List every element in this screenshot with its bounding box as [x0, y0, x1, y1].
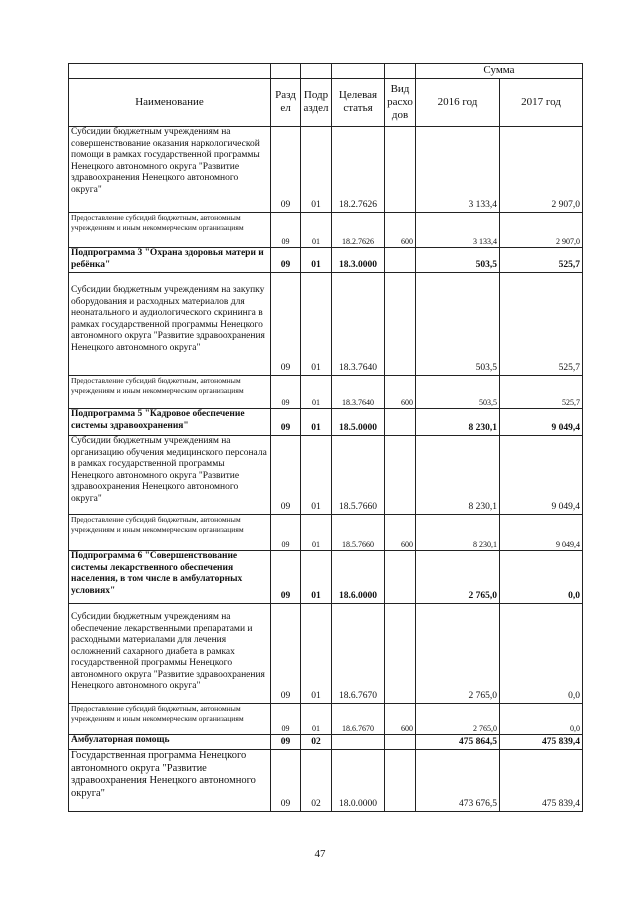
row-celevaya: 18.2.7626 — [332, 213, 385, 248]
row-2016: 473 676,5 — [416, 750, 500, 812]
row-name: Государственная программа Ненецкого автономного округа "Развитие здравоохранения Ненецкого автономного округа" — [69, 750, 271, 812]
header-row — [69, 79, 583, 127]
row-razdel: 09 — [271, 704, 301, 735]
table-row — [69, 604, 583, 704]
table-row — [69, 127, 583, 213]
row-name: Предоставление субсидий бюджетным, автономным учреждениям и иным некоммерческим организациям — [69, 515, 271, 551]
row-vid — [385, 735, 416, 750]
row-podrazdel: 01 — [301, 409, 332, 436]
row-2017: 0,0 — [500, 604, 583, 704]
row-2016: 8 230,1 — [416, 409, 500, 436]
row-2016: 503,5 — [416, 376, 500, 409]
row-vid — [385, 127, 416, 213]
table-row — [69, 735, 583, 750]
row-razdel: 09 — [271, 213, 301, 248]
header-2017: 2017 год — [500, 79, 583, 127]
row-vid — [385, 604, 416, 704]
row-vid — [385, 273, 416, 376]
row-razdel: 09 — [271, 551, 301, 604]
row-celevaya: 18.6.7670 — [332, 604, 385, 704]
row-razdel: 09 — [271, 604, 301, 704]
table-row — [69, 436, 583, 515]
row-celevaya: 18.5.7660 — [332, 515, 385, 551]
table-row — [69, 376, 583, 409]
row-2017: 525,7 — [500, 376, 583, 409]
row-razdel: 09 — [271, 750, 301, 812]
row-2017: 525,7 — [500, 248, 583, 273]
row-podrazdel: 01 — [301, 515, 332, 551]
table-row — [69, 409, 583, 436]
row-celevaya: 18.3.7640 — [332, 273, 385, 376]
row-celevaya — [332, 735, 385, 750]
row-2017: 2 907,0 — [500, 213, 583, 248]
row-name: Подпрограмма 6 "Совершенствование системы лекарственного обеспечения населения, в том числе в амбулаторных условиях" — [69, 551, 271, 604]
page-number: 47 — [314, 848, 326, 860]
row-2016: 2 765,0 — [416, 704, 500, 735]
row-vid: 600 — [385, 213, 416, 248]
row-name: Предоставление субсидий бюджетным, автономным учреждениям и иным некоммерческим организациям — [69, 213, 271, 248]
header-razdel: Разд ел — [271, 79, 301, 127]
row-celevaya: 18.6.0000 — [332, 551, 385, 604]
row-podrazdel: 01 — [301, 436, 332, 515]
budget-table — [68, 63, 583, 812]
row-2017: 9 049,4 — [500, 515, 583, 551]
row-2016: 8 230,1 — [416, 436, 500, 515]
row-vid — [385, 551, 416, 604]
row-name: Субсидии бюджетным учреждениям на обеспечение лекарственными препаратами и расходными материалами для лечения осложнений сахарного диабета в рамках государственной программы Ненецкого автономного округа "Развитие здравоохранения Ненецкого автономного округа" — [69, 604, 271, 704]
table-row — [69, 515, 583, 551]
row-vid — [385, 409, 416, 436]
row-vid — [385, 248, 416, 273]
row-podrazdel: 01 — [301, 376, 332, 409]
row-podrazdel: 02 — [301, 750, 332, 812]
row-podrazdel: 01 — [301, 127, 332, 213]
row-2016: 503,5 — [416, 273, 500, 376]
row-vid: 600 — [385, 376, 416, 409]
row-celevaya: 18.3.7640 — [332, 376, 385, 409]
row-2017: 475 839,4 — [500, 735, 583, 750]
row-celevaya: 18.2.7626 — [332, 127, 385, 213]
row-name: Подпрограмма 5 "Кадровое обеспечение системы здравоохранения" — [69, 409, 271, 436]
row-2017: 475 839,4 — [500, 750, 583, 812]
row-2016: 475 864,5 — [416, 735, 500, 750]
row-celevaya: 18.3.0000 — [332, 248, 385, 273]
row-name: Предоставление субсидий бюджетным, автономным учреждениям и иным некоммерческим организациям — [69, 704, 271, 735]
row-podrazdel: 01 — [301, 704, 332, 735]
row-razdel: 09 — [271, 248, 301, 273]
row-vid — [385, 436, 416, 515]
header-podrazdel: Подр аздел — [301, 79, 332, 127]
row-2017: 2 907,0 — [500, 127, 583, 213]
row-razdel: 09 — [271, 376, 301, 409]
header-2016: 2016 год — [416, 79, 500, 127]
row-podrazdel: 01 — [301, 248, 332, 273]
row-name: Амбулаторная помощь — [69, 735, 271, 750]
row-razdel: 09 — [271, 127, 301, 213]
row-name: Предоставление субсидий бюджетным, автономным учреждениям и иным некоммерческим организациям — [69, 376, 271, 409]
row-vid — [385, 750, 416, 812]
row-razdel: 09 — [271, 735, 301, 750]
row-2017: 9 049,4 — [500, 409, 583, 436]
header-summa: Сумма — [416, 64, 583, 79]
row-podrazdel: 01 — [301, 273, 332, 376]
row-podrazdel: 01 — [301, 604, 332, 704]
row-2016: 3 133,4 — [416, 127, 500, 213]
header-vid: Вид расхо дов — [385, 79, 416, 127]
row-razdel: 09 — [271, 515, 301, 551]
table-row — [69, 704, 583, 735]
row-2017: 525,7 — [500, 273, 583, 376]
row-name: Субсидии бюджетным учреждениям на закупку оборудования и расходных материалов для неонатального и аудиологического скрининга в рамках государственной программы Ненецкого автономного округа "Развитие здравоохранения Ненецкого автономного округа" — [69, 273, 271, 376]
row-2016: 3 133,4 — [416, 213, 500, 248]
row-celevaya: 18.5.0000 — [332, 409, 385, 436]
header-name: Наименование — [69, 79, 271, 127]
row-celevaya: 18.6.7670 — [332, 704, 385, 735]
header-row-top — [69, 64, 583, 79]
table-row — [69, 248, 583, 273]
row-2016: 8 230,1 — [416, 515, 500, 551]
row-name: Субсидии бюджетным учреждениям на организацию обучения медицинского персонала в рамках государственной программы Ненецкого автономного округа "Развитие здравоохранения Ненецкого автономного округа" — [69, 436, 271, 515]
row-celevaya: 18.0.0000 — [332, 750, 385, 812]
row-name: Подпрограмма 3 "Охрана здоровья матери и ребёнка" — [69, 248, 271, 273]
row-2017: 9 049,4 — [500, 436, 583, 515]
row-2016: 2 765,0 — [416, 551, 500, 604]
row-razdel: 09 — [271, 409, 301, 436]
table-row — [69, 551, 583, 604]
row-razdel: 09 — [271, 436, 301, 515]
header-celevaya: Целевая статья — [332, 79, 385, 127]
row-podrazdel: 02 — [301, 735, 332, 750]
row-2016: 503,5 — [416, 248, 500, 273]
row-name: Субсидии бюджетным учреждениям на совершенствование оказания наркологической помощи в рамках государственной программы Ненецкого автономного округа "Развитие здравоохранения Ненецкого автономного округа" — [69, 127, 271, 213]
row-vid: 600 — [385, 704, 416, 735]
table-row — [69, 273, 583, 376]
row-2017: 0,0 — [500, 704, 583, 735]
row-vid: 600 — [385, 515, 416, 551]
table-row — [69, 213, 583, 248]
row-celevaya: 18.5.7660 — [332, 436, 385, 515]
table-row — [69, 750, 583, 812]
row-2017: 0,0 — [500, 551, 583, 604]
row-podrazdel: 01 — [301, 213, 332, 248]
row-razdel: 09 — [271, 273, 301, 376]
row-podrazdel: 01 — [301, 551, 332, 604]
row-2016: 2 765,0 — [416, 604, 500, 704]
